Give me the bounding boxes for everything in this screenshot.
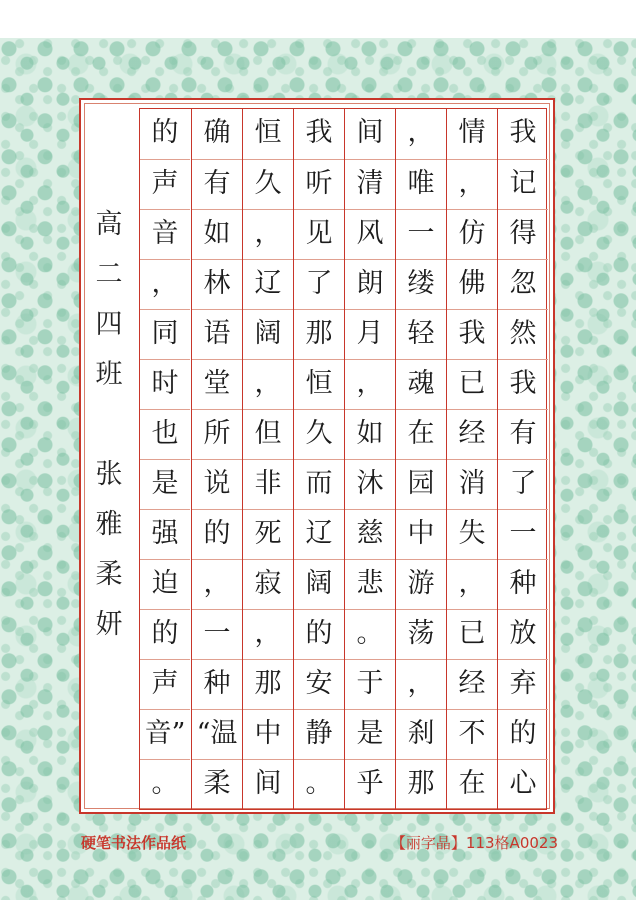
grid-cell: ，	[447, 559, 497, 609]
grid-cell: 安	[294, 659, 344, 709]
grid-cell: 久	[243, 159, 293, 209]
grid-cell: 死	[243, 509, 293, 559]
grid-cell: 沐	[345, 459, 395, 509]
grid-cell: 也	[140, 409, 190, 459]
grid-cell: 中	[396, 509, 446, 559]
grid-cell: 如	[192, 209, 242, 259]
grid-cell: ，	[140, 259, 190, 309]
class-char: 高	[95, 209, 123, 240]
grid-cell: 忽	[498, 259, 548, 309]
grid-cell: 声	[140, 159, 190, 209]
grid-cell: 柔	[192, 759, 242, 809]
grid-cell: 寂	[243, 559, 293, 609]
grid-cell: 于	[345, 659, 395, 709]
grid-cell: 所	[192, 409, 242, 459]
grid-cell: 。	[140, 759, 190, 809]
grid-cell: 但	[243, 409, 293, 459]
grid-cell: 。	[294, 759, 344, 809]
grid-cell: 的	[498, 709, 548, 759]
text-column	[446, 109, 497, 809]
grid-cell: 林	[192, 259, 242, 309]
grid-cell: 如	[345, 409, 395, 459]
class-char: 班	[95, 359, 123, 390]
grid-cell: 一	[192, 609, 242, 659]
grid-cell: 久	[294, 409, 344, 459]
grid-cell: 恒	[294, 359, 344, 409]
grid-cell: 一	[498, 509, 548, 559]
grid-cell: 得	[498, 209, 548, 259]
grid-cell: 有	[192, 159, 242, 209]
grid-cell: 那	[243, 659, 293, 709]
grid-cell: 听	[294, 159, 344, 209]
grid-cell: ，	[192, 559, 242, 609]
text-column	[191, 109, 242, 809]
grid-cell: 记	[498, 159, 548, 209]
name-char: 妍	[95, 609, 123, 640]
grid-cell: 了	[294, 259, 344, 309]
text-column	[395, 109, 446, 809]
writing-grid	[139, 108, 547, 810]
grid-cell: 在	[396, 409, 446, 459]
grid-cell: 迫	[140, 559, 190, 609]
text-column	[344, 109, 395, 809]
grid-cell: 的	[151, 117, 179, 148]
paper-title: 硬笔书法作品纸	[81, 834, 187, 852]
grid-cell: 非	[243, 459, 293, 509]
grid-cell: 阔	[243, 309, 293, 359]
text-column	[293, 109, 344, 809]
grid-cell: 经	[447, 409, 497, 459]
grid-cell: 我	[447, 309, 497, 359]
grid-cell: 仿	[447, 209, 497, 259]
grid-cell: ，	[243, 609, 293, 659]
grid-cell: ，	[345, 359, 395, 409]
grid-cell: 心	[498, 759, 548, 809]
grid-cell: 堂	[192, 359, 242, 409]
grid-cell: 静	[294, 709, 344, 759]
grid-cell: 是	[345, 709, 395, 759]
grid-cell: 轻	[396, 309, 446, 359]
grid-cell: 的	[294, 609, 344, 659]
grid-cell: 乎	[345, 759, 395, 809]
grid-cell: 我	[305, 117, 333, 148]
grid-cell: 的	[140, 609, 190, 659]
class-char: 二	[95, 259, 123, 290]
grid-cell: 。	[345, 609, 395, 659]
grid-cell: 游	[396, 559, 446, 609]
grid-cell: 见	[294, 209, 344, 259]
grid-cell: 声	[140, 659, 190, 709]
name-char: 雅	[95, 509, 123, 540]
grid-cell: 种	[498, 559, 548, 609]
grid-cell: 清	[345, 159, 395, 209]
name-char: 张	[95, 459, 123, 490]
grid-cell: 佛	[447, 259, 497, 309]
grid-cell: 阔	[294, 559, 344, 609]
paper-brand-code: 【丽字晶】113格A0023	[390, 834, 558, 852]
grid-cell: 辽	[243, 259, 293, 309]
grid-cell: ，	[243, 359, 293, 409]
grid-cell: 情	[458, 117, 486, 148]
grid-cell: 间	[356, 117, 384, 148]
text-column	[140, 109, 191, 809]
grid-cell: 间	[243, 759, 293, 809]
grid-cell: 朗	[345, 259, 395, 309]
author-column	[84, 108, 134, 806]
grid-cell: 是	[140, 459, 190, 509]
grid-cell: 我	[498, 359, 548, 409]
grid-cell: 不	[447, 709, 497, 759]
grid-cell: 有	[498, 409, 548, 459]
grid-cell: 而	[294, 459, 344, 509]
grid-cell: 刹	[396, 709, 446, 759]
grid-cell: 我	[509, 117, 537, 148]
grid-cell: 慈	[345, 509, 395, 559]
text-column	[242, 109, 293, 809]
grid-cell: 说	[192, 459, 242, 509]
name-char: 柔	[95, 559, 123, 590]
grid-cell: 音”	[140, 709, 190, 759]
grid-cell: 然	[498, 309, 548, 359]
grid-cell: 经	[447, 659, 497, 709]
grid-cell: 确	[203, 117, 231, 148]
grid-cell: 那	[294, 309, 344, 359]
grid-cell: 月	[345, 309, 395, 359]
grid-cell: 唯	[396, 159, 446, 209]
grid-cell: 弃	[498, 659, 548, 709]
grid-cell: 强	[140, 509, 190, 559]
grid-cell: 一	[396, 209, 446, 259]
grid-cell: “温	[192, 709, 242, 759]
grid-cell: 在	[447, 759, 497, 809]
grid-cell: 荡	[396, 609, 446, 659]
grid-cell: 魂	[396, 359, 446, 409]
grid-cell: 了	[498, 459, 548, 509]
grid-cell: 风	[345, 209, 395, 259]
grid-cell: 那	[396, 759, 446, 809]
grid-cell: ，	[396, 659, 446, 709]
grid-cell: 已	[447, 359, 497, 409]
grid-cell: 放	[498, 609, 548, 659]
grid-cell: 失	[447, 509, 497, 559]
grid-cell: 园	[396, 459, 446, 509]
grid-cell: 恒	[254, 117, 282, 148]
class-char: 四	[95, 309, 123, 340]
grid-cell: 时	[140, 359, 190, 409]
grid-cell: 缕	[396, 259, 446, 309]
grid-cell: 音	[140, 209, 190, 259]
grid-cell: 种	[192, 659, 242, 709]
grid-cell: ，	[447, 159, 497, 209]
grid-cell: 中	[243, 709, 293, 759]
grid-cell: 同	[140, 309, 190, 359]
grid-cell: ，	[243, 209, 293, 259]
text-column	[497, 109, 548, 809]
grid-cell: 消	[447, 459, 497, 509]
grid-cell: ，	[407, 117, 435, 148]
grid-cell: 悲	[345, 559, 395, 609]
grid-cell: 已	[447, 609, 497, 659]
grid-cell: 语	[192, 309, 242, 359]
grid-cell: 辽	[294, 509, 344, 559]
grid-cell: 的	[192, 509, 242, 559]
